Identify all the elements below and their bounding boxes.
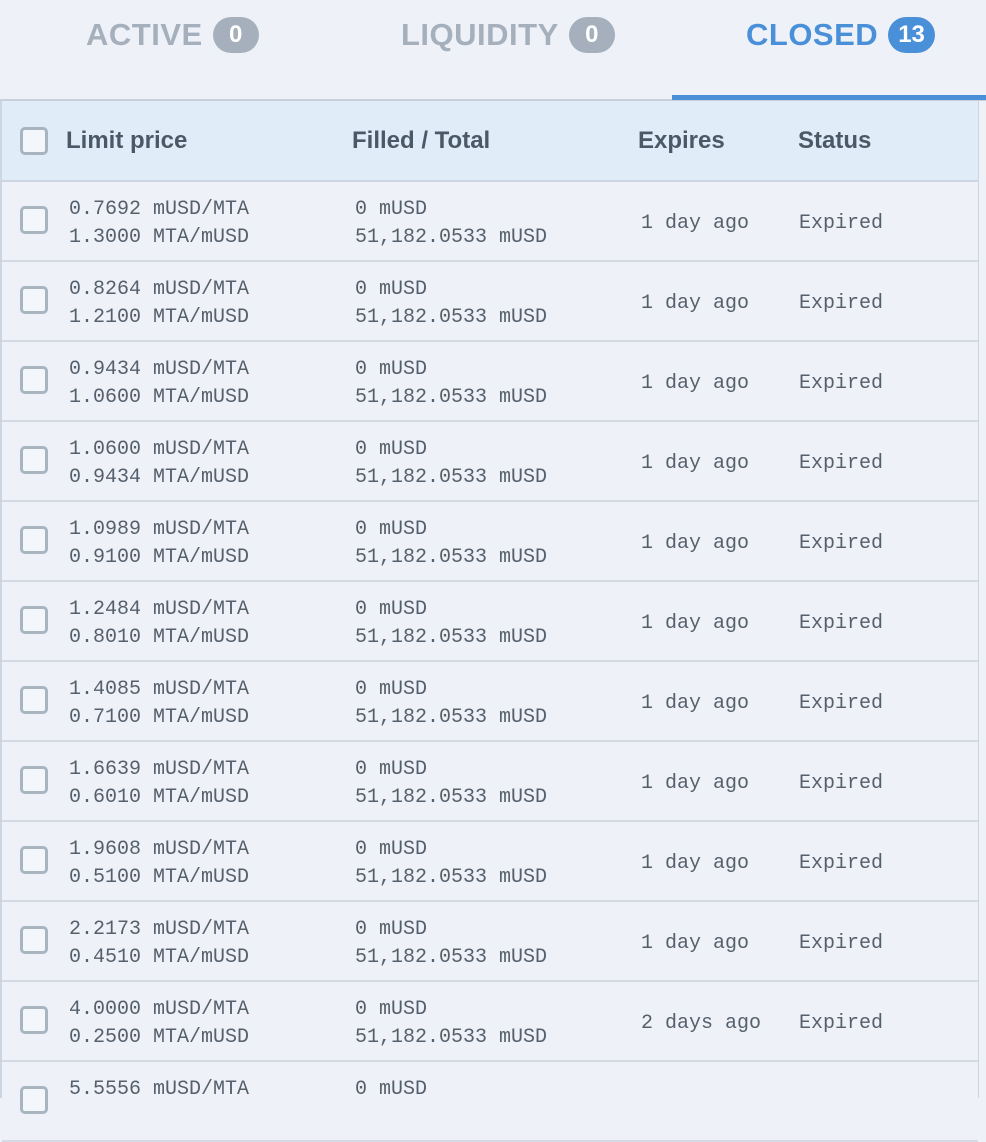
filled-total-cell bbox=[355, 916, 547, 972]
filled-total-cell bbox=[355, 676, 547, 732]
filled-total-cell bbox=[355, 276, 547, 332]
tab-closed[interactable] bbox=[746, 0, 935, 70]
tab-active-label: ACTIVE bbox=[86, 17, 203, 52]
total-amount: 51,182.0533 mUSD bbox=[355, 626, 548, 649]
filled-amount: 0 mUSD bbox=[355, 758, 428, 781]
limit-price-mta: 0.9434 mUSD/MTA bbox=[69, 358, 250, 381]
limit-price-musd: 0.8010 MTA/mUSD bbox=[69, 626, 250, 649]
limit-price-musd: 0.7100 MTA/mUSD bbox=[69, 706, 250, 729]
filled-amount: 0 mUSD bbox=[355, 918, 428, 941]
limit-price-mta: 1.9608 mUSD/MTA bbox=[69, 838, 250, 861]
row-checkbox[interactable] bbox=[20, 1006, 48, 1034]
total-amount: 51,182.0533 mUSD bbox=[355, 866, 548, 889]
row-checkbox[interactable] bbox=[20, 526, 48, 554]
order-tabs bbox=[0, 0, 986, 101]
table-row[interactable] bbox=[2, 182, 978, 262]
limit-price-musd: 0.9434 MTA/mUSD bbox=[69, 466, 250, 489]
limit-price-cell bbox=[69, 596, 249, 652]
expires-cell: 2 days ago bbox=[641, 1012, 762, 1035]
expires-cell: 1 day ago bbox=[641, 772, 750, 795]
tab-closed-label: CLOSED bbox=[746, 17, 879, 52]
active-tab-indicator bbox=[672, 95, 986, 100]
expires-cell: 1 day ago bbox=[641, 852, 750, 875]
expires-cell: 1 day ago bbox=[641, 532, 750, 555]
limit-price-cell bbox=[69, 676, 249, 732]
filled-amount: 0 mUSD bbox=[355, 678, 428, 701]
limit-price-musd: 1.0600 MTA/mUSD bbox=[69, 386, 250, 409]
limit-price-musd: 1.3000 MTA/mUSD bbox=[69, 226, 250, 249]
filled-amount: 0 mUSD bbox=[355, 598, 428, 621]
limit-price-cell bbox=[69, 836, 249, 892]
row-checkbox[interactable] bbox=[20, 286, 48, 314]
total-amount: 51,182.0533 mUSD bbox=[355, 546, 548, 569]
limit-price-mta: 1.0989 mUSD/MTA bbox=[69, 518, 250, 541]
table-row[interactable] bbox=[2, 902, 978, 982]
table-row[interactable] bbox=[2, 342, 978, 422]
limit-price-musd: 0.9100 MTA/mUSD bbox=[69, 546, 250, 569]
select-all-checkbox[interactable] bbox=[20, 127, 48, 155]
expires-cell: 1 day ago bbox=[641, 612, 750, 635]
orders-table bbox=[2, 101, 978, 1142]
expires-cell: 1 day ago bbox=[641, 212, 750, 235]
filled-amount: 0 mUSD bbox=[355, 198, 428, 221]
table-row[interactable] bbox=[2, 502, 978, 582]
expires-cell: 1 day ago bbox=[641, 452, 750, 475]
total-amount: 51,182.0533 mUSD bbox=[355, 786, 548, 809]
status-cell: Expired bbox=[799, 1012, 884, 1035]
header-status[interactable]: Status bbox=[798, 127, 872, 154]
status-cell: Expired bbox=[799, 612, 884, 635]
row-checkbox[interactable] bbox=[20, 766, 48, 794]
limit-price-cell bbox=[69, 196, 249, 252]
expires-cell: 1 day ago bbox=[641, 292, 750, 315]
tab-closed-count-badge: 13 bbox=[888, 17, 935, 53]
status-cell: Expired bbox=[799, 932, 884, 955]
header-limit-price[interactable]: Limit price bbox=[66, 127, 188, 154]
limit-price-mta: 0.8264 mUSD/MTA bbox=[69, 278, 250, 301]
limit-price-mta: 1.2484 mUSD/MTA bbox=[69, 598, 250, 621]
filled-amount: 0 mUSD bbox=[355, 278, 428, 301]
limit-price-cell bbox=[69, 516, 249, 572]
total-amount: 51,182.0533 mUSD bbox=[355, 946, 548, 969]
limit-price-cell bbox=[69, 356, 249, 412]
tab-liquidity-count-badge: 0 bbox=[569, 17, 615, 53]
table-body bbox=[2, 182, 978, 1142]
status-cell: Expired bbox=[799, 532, 884, 555]
filled-total-cell bbox=[355, 1076, 427, 1104]
row-checkbox[interactable] bbox=[20, 846, 48, 874]
table-header bbox=[2, 101, 978, 182]
expires-cell: 1 day ago bbox=[641, 692, 750, 715]
total-amount: 51,182.0533 mUSD bbox=[355, 306, 548, 329]
header-expires[interactable]: Expires bbox=[638, 127, 725, 154]
row-checkbox[interactable] bbox=[20, 606, 48, 634]
status-cell: Expired bbox=[799, 772, 884, 795]
row-checkbox[interactable] bbox=[20, 366, 48, 394]
filled-total-cell bbox=[355, 996, 547, 1052]
filled-amount: 0 mUSD bbox=[355, 518, 428, 541]
total-amount: 51,182.0533 mUSD bbox=[355, 466, 548, 489]
limit-price-mta: 4.0000 mUSD/MTA bbox=[69, 998, 250, 1021]
expires-cell: 1 day ago bbox=[641, 372, 750, 395]
filled-amount: 0 mUSD bbox=[355, 358, 428, 381]
filled-amount: 0 mUSD bbox=[355, 838, 428, 861]
filled-amount: 0 mUSD bbox=[355, 998, 428, 1021]
limit-price-mta: 1.4085 mUSD/MTA bbox=[69, 678, 250, 701]
limit-price-cell bbox=[69, 756, 249, 812]
total-amount: 51,182.0533 mUSD bbox=[355, 226, 548, 249]
table-row[interactable] bbox=[2, 982, 978, 1062]
status-cell: Expired bbox=[799, 452, 884, 475]
row-checkbox[interactable] bbox=[20, 686, 48, 714]
total-amount: 51,182.0533 mUSD bbox=[355, 706, 548, 729]
tab-liquidity-label: LIQUIDITY bbox=[401, 17, 559, 52]
filled-total-cell bbox=[355, 756, 547, 812]
limit-price-cell bbox=[69, 916, 249, 972]
table-row[interactable] bbox=[2, 1062, 978, 1142]
table-row[interactable] bbox=[2, 742, 978, 822]
filled-total-cell bbox=[355, 436, 547, 492]
filled-total-cell bbox=[355, 516, 547, 572]
row-checkbox[interactable] bbox=[20, 446, 48, 474]
row-checkbox[interactable] bbox=[20, 1086, 48, 1114]
limit-price-mta: 1.0600 mUSD/MTA bbox=[69, 438, 250, 461]
total-amount: 51,182.0533 mUSD bbox=[355, 1026, 548, 1049]
limit-price-mta: 2.2173 mUSD/MTA bbox=[69, 918, 250, 941]
filled-amount: 0 mUSD bbox=[355, 438, 428, 461]
status-cell: Expired bbox=[799, 292, 884, 315]
header-filled-total[interactable]: Filled / Total bbox=[352, 127, 491, 154]
filled-total-cell bbox=[355, 196, 547, 252]
table-row[interactable] bbox=[2, 822, 978, 902]
limit-price-cell bbox=[69, 996, 249, 1052]
expires-cell: 1 day ago bbox=[641, 932, 750, 955]
filled-total-cell bbox=[355, 356, 547, 412]
filled-amount: 0 mUSD bbox=[355, 1078, 428, 1101]
row-checkbox[interactable] bbox=[20, 206, 48, 234]
limit-price-cell bbox=[69, 436, 249, 492]
table-row[interactable] bbox=[2, 422, 978, 502]
tab-active-count-badge: 0 bbox=[213, 17, 259, 53]
limit-price-musd: 0.6010 MTA/mUSD bbox=[69, 786, 250, 809]
total-amount: 51,182.0533 mUSD bbox=[355, 386, 548, 409]
limit-price-mta: 5.5556 mUSD/MTA bbox=[69, 1078, 250, 1101]
table-row[interactable] bbox=[2, 262, 978, 342]
limit-price-musd: 0.4510 MTA/mUSD bbox=[69, 946, 250, 969]
limit-price-musd: 0.5100 MTA/mUSD bbox=[69, 866, 250, 889]
tab-active[interactable] bbox=[86, 0, 259, 70]
limit-price-musd: 1.2100 MTA/mUSD bbox=[69, 306, 250, 329]
row-checkbox[interactable] bbox=[20, 926, 48, 954]
table-row[interactable] bbox=[2, 662, 978, 742]
status-cell: Expired bbox=[799, 372, 884, 395]
status-cell: Expired bbox=[799, 212, 884, 235]
table-row[interactable] bbox=[2, 582, 978, 662]
filled-total-cell bbox=[355, 596, 547, 652]
limit-price-mta: 0.7692 mUSD/MTA bbox=[69, 198, 250, 221]
limit-price-musd: 0.2500 MTA/mUSD bbox=[69, 1026, 250, 1049]
status-cell: Expired bbox=[799, 692, 884, 715]
limit-price-cell bbox=[69, 276, 249, 332]
limit-price-mta: 1.6639 mUSD/MTA bbox=[69, 758, 250, 781]
filled-total-cell bbox=[355, 836, 547, 892]
tab-liquidity[interactable] bbox=[401, 0, 615, 70]
limit-price-cell bbox=[69, 1076, 249, 1104]
status-cell: Expired bbox=[799, 852, 884, 875]
